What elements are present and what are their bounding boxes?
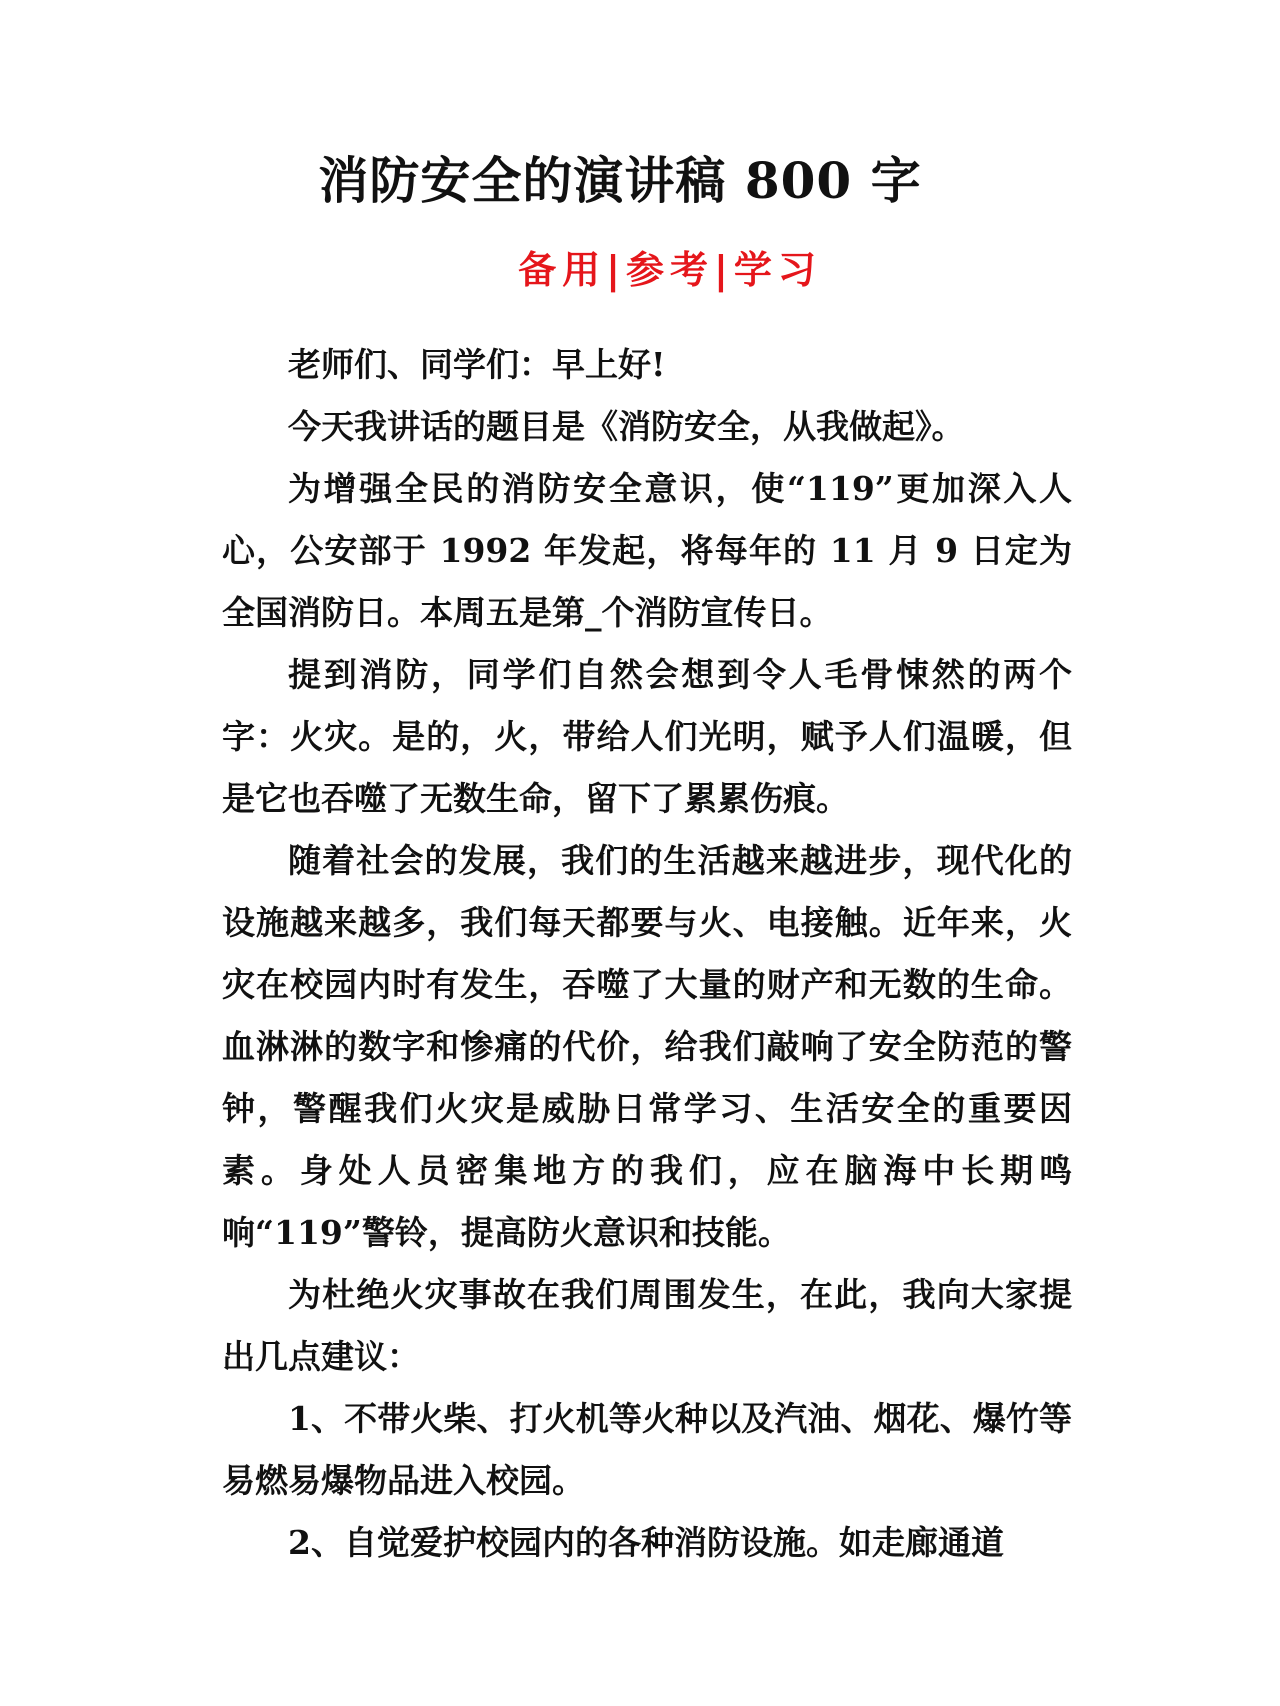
document-subtitle: 备用|参考|学习 xyxy=(518,248,822,292)
paragraph-topic: 今天我讲话的题目是《消防安全，从我做起》。 xyxy=(288,407,965,446)
document-body xyxy=(222,334,1072,1574)
paragraph-fire-meaning: 提到消防，同学们自然会想到令人毛骨悚然的两个字：火灾。是的，火，带给人们光明，赋予人们温暖，但是它也吞噬了无数生命，留下了累累伤痕。 xyxy=(222,655,1072,818)
paragraph-greeting: 老师们、同学们：早上好! xyxy=(288,345,666,384)
paragraph-campus-safety: 随着社会的发展，我们的生活越来越进步，现代化的设施越来越多，我们每天都要与火、电接触。近年来，火灾在校园内时有发生，吞噬了大量的财产和无数的生命。血淋淋的数字和惨痛的代价，给我们敲响了安全防范的警钟，警醒我们火灾是威胁日常学习、生活安全的重要因素。身处人员密集地方的我们，应在脑海中长期鸣响“119”警铃，提高防火意识和技能。 xyxy=(222,841,1072,1252)
paragraph-suggestion-2: 2、自觉爱护校园内的各种消防设施。如走廊通道 xyxy=(288,1523,1004,1562)
paragraph-fire-day: 为增强全民的消防安全意识，使“119”更加深入人心，公安部于 1992 年发起，将每年的 11 月 9 日定为全国消防日。本周五是第_个消防宣传日。 xyxy=(222,469,1072,632)
paragraph-suggestions-intro: 为杜绝火灾事故在我们周围发生，在此，我向大家提出几点建议： xyxy=(222,1275,1072,1376)
document-title: 消防安全的演讲稿 800 字 xyxy=(318,151,922,210)
paragraph-suggestion-1: 1、不带火柴、打火机等火种以及汽油、烟花、爆竹等易燃易爆物品进入校园。 xyxy=(222,1399,1072,1500)
